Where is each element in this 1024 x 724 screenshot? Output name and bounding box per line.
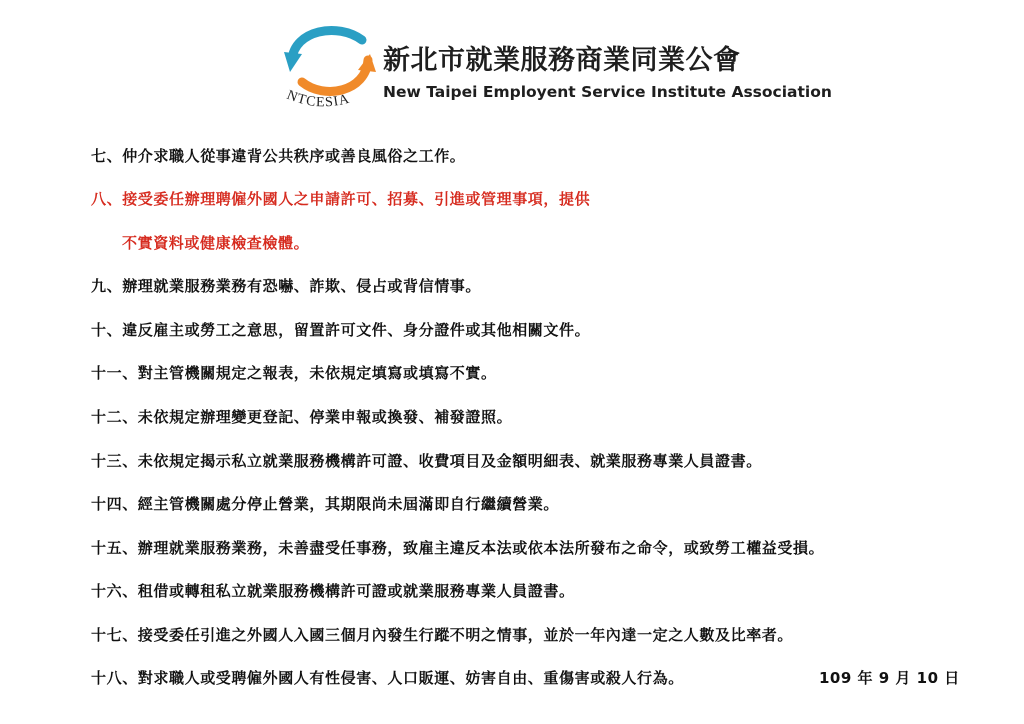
list-item-15: 十五、辦理就業服務業務，未善盡受任事務，致雇主違反本法或依本法所發布之命令，或致勞工權益受損。 [91, 539, 825, 557]
list-item-18: 十八、對求職人或受聘僱外國人有性侵害、人口販運、妨害自由、重傷害或殺人行為。 [91, 669, 684, 687]
document-date: 109 年 9 月 10 日 [819, 669, 960, 687]
list-item-8: 八、接受委任辦理聘僱外國人之申請許可、招募、引進或管理事項，提供 [91, 190, 591, 208]
list-item-14: 十四、經主管機關處分停止營業，其期限尚未屆滿即自行繼續營業。 [91, 495, 560, 513]
org-name-en: New Taipei Employent Service Institute Association [383, 83, 832, 101]
org-name-zh: 新北市就業服務商業同業公會 [383, 45, 741, 76]
list-item-16: 十六、租借或轉租私立就業服務機構許可證或就業服務專業人員證書。 [91, 582, 575, 600]
list-item-8-continued: 不實資料或健康檢查檢體。 [122, 234, 310, 252]
header [280, 18, 832, 128]
ntcesia-logo [280, 18, 380, 126]
list-item-10: 十、違反雇主或勞工之意思，留置許可文件、身分證件或其他相關文件。 [91, 321, 591, 339]
list-item-13: 十三、未依規定揭示私立就業服務機構許可證、收費項目及金額明細表、就業服務專業人員證書。 [91, 452, 762, 470]
list-item-11: 十一、對主管機關規定之報表，未依規定填寫或填寫不實。 [91, 364, 497, 382]
logo-text: NTCESIA [284, 87, 352, 111]
list-item-9: 九、辦理就業服務業務有恐嚇、詐欺、侵占或背信情事。 [91, 277, 482, 295]
list-item-12: 十二、未依規定辦理變更登記、停業申報或換發、補發證照。 [91, 408, 513, 426]
list-item-7: 七、仲介求職人從事違背公共秩序或善良風俗之工作。 [91, 147, 466, 165]
list-item-17: 十七、接受委任引進之外國人入國三個月內發生行蹤不明之情事，並於一年內達一定之人數及比率者。 [91, 626, 794, 644]
